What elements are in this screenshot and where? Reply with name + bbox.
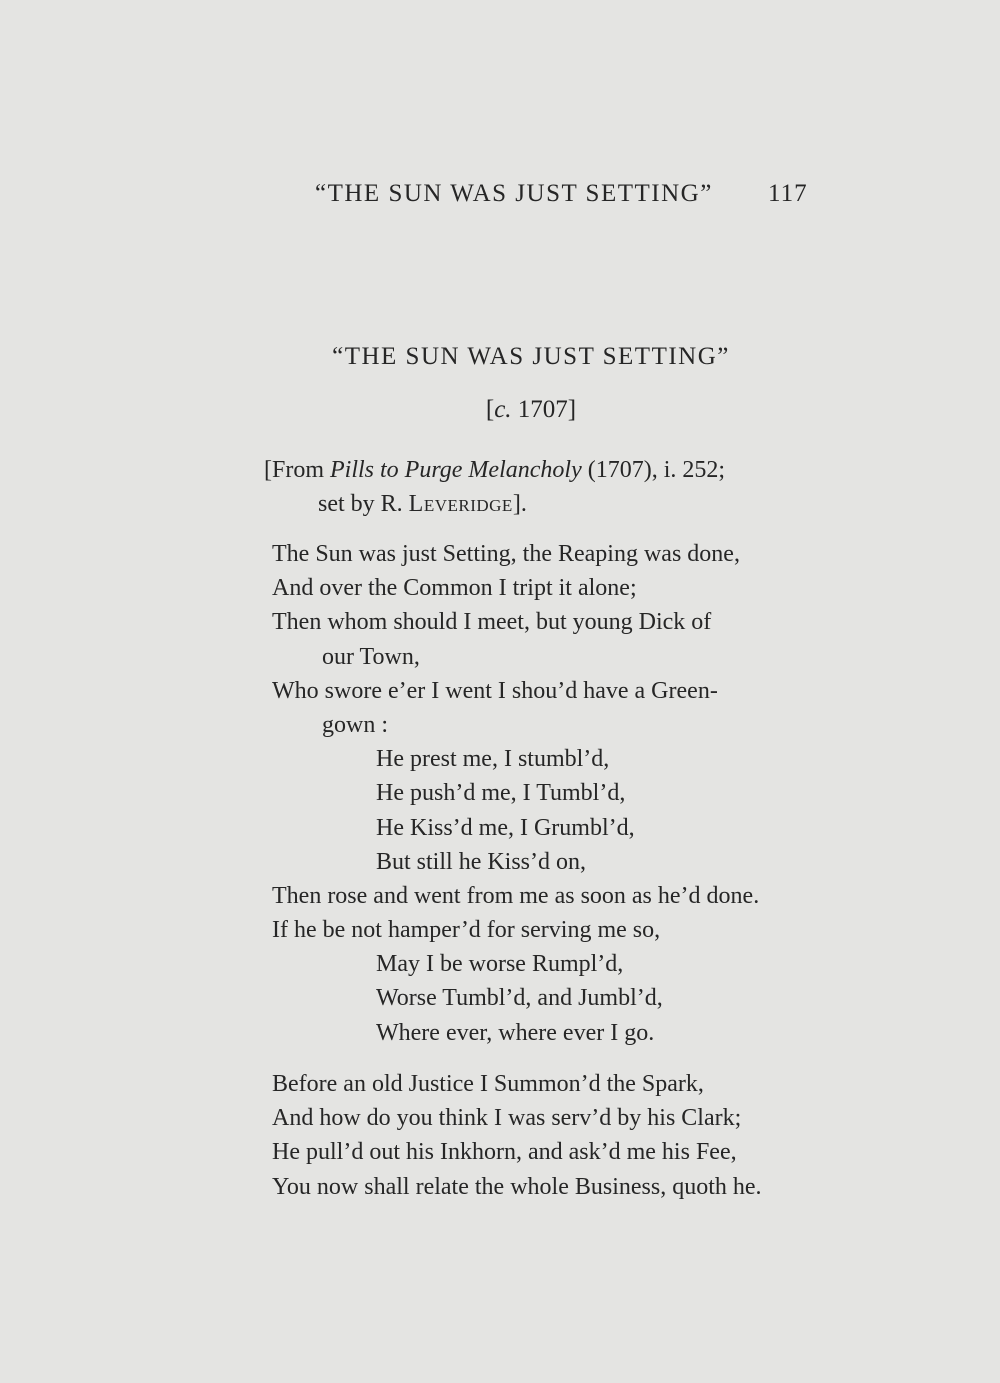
source-close: ]. — [512, 491, 527, 517]
verse-line: gown : — [322, 711, 388, 738]
verse-line: He prest me, I stumbl’d, — [376, 746, 610, 773]
source-prefix: [From — [264, 457, 330, 483]
verse-line: Then whom should I meet, but young Dick of — [272, 609, 712, 636]
date-year: 1707] — [517, 396, 577, 423]
source-line-2 — [264, 487, 824, 521]
verse-line: If he be not hamper’d for serving me so, — [272, 917, 661, 944]
verse-line: He pull’d out his Inkhorn, and ask’d me his Fee, — [272, 1139, 737, 1166]
verse-line: You now shall relate the whole Business, quoth he. — [272, 1173, 762, 1200]
verse-line: Before an old Justice I Summon’d the Spark, — [272, 1071, 704, 1097]
verse-line: He Kiss’d me, I Grumbl’d, — [376, 814, 635, 841]
stanza-2 — [272, 1067, 832, 1204]
verse-line: Who swore e’er I went I shou’d have a Green- — [272, 677, 718, 704]
verse-line: And over the Common I tript it alone; — [272, 575, 637, 602]
verse-line: And how do you think I was serv’d by his Clark; — [272, 1105, 742, 1132]
poem-date — [0, 396, 1000, 424]
verse-line: May I be worse Rumpl’d, — [376, 951, 624, 978]
source-line-1 — [264, 453, 824, 487]
date-bracket: [ — [485, 396, 495, 423]
running-head — [0, 180, 1000, 220]
verse-line: Then rose and went from me as soon as he’d done. — [272, 882, 760, 909]
source-note — [264, 453, 824, 521]
verse-line: The Sun was just Setting, the Reaping was done, — [272, 541, 740, 567]
running-title: “THE SUN WAS JUST SETTING” — [315, 180, 713, 207]
verse-line: Worse Tumbl’d, and Jumbl’d, — [376, 985, 663, 1012]
verse-line: He push’d me, I Tumbl’d, — [376, 780, 626, 807]
date-circa: c. — [494, 396, 512, 423]
source-set-by: set by R. — [318, 491, 409, 517]
source-composer: Leveridge — [408, 491, 513, 517]
verse-line: But still he Kiss’d on, — [376, 848, 587, 875]
source-citation: (1707), i. 252; — [581, 457, 726, 483]
page-number: 117 — [768, 180, 808, 207]
verse-line: Where ever, where ever I go. — [376, 1019, 655, 1046]
stanza-1 — [272, 537, 832, 1050]
poem-title: “THE SUN WAS JUST SETTING” — [332, 343, 730, 370]
verse-line: our Town, — [322, 643, 420, 670]
source-book-title: Pills to Purge Melancholy — [330, 457, 582, 483]
